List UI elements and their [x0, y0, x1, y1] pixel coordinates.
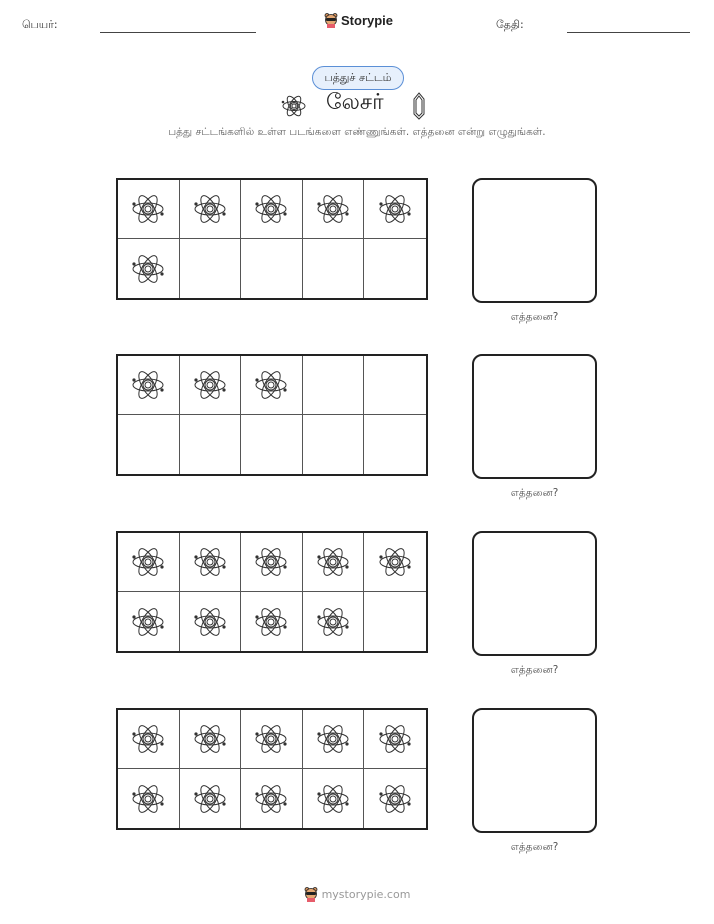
footer-url: mystorypie.com [321, 887, 411, 901]
atom-icon [252, 717, 290, 761]
atom-icon [376, 777, 414, 821]
answer-label: எத்தனை? [510, 311, 559, 323]
ten-frame-cell [118, 415, 180, 474]
ten-frame-cell [303, 592, 365, 651]
answer-box[interactable] [472, 708, 597, 833]
atom-icon [191, 540, 229, 584]
bear-mascot-icon [324, 12, 338, 28]
ten-frame [116, 708, 428, 830]
ten-frame-cell [180, 180, 242, 239]
atom-icon [314, 540, 352, 584]
answer-box[interactable] [472, 531, 597, 656]
ten-frame-cell [241, 180, 303, 239]
atom-icon [252, 777, 290, 821]
worksheet-type-badge: பத்துச் சட்டம் [312, 66, 404, 90]
ten-frame-cell [303, 356, 365, 415]
ten-frame-cell [180, 710, 242, 769]
ten-frame-cell [180, 356, 242, 415]
ten-frame-cell [118, 710, 180, 769]
answer-label: எத்தனை? [510, 841, 559, 853]
atom-icon [252, 540, 290, 584]
ten-frame-cell [303, 769, 365, 828]
brand-name: Storypie [341, 12, 394, 28]
date-label: தேதி: [496, 18, 524, 31]
atom-icon [280, 90, 308, 122]
name-line[interactable] [100, 32, 256, 33]
crystal-icon [411, 92, 427, 120]
ten-frame-cell [303, 415, 365, 474]
ten-frame-cell [364, 592, 426, 651]
ten-frame-cell [241, 239, 303, 298]
name-label: பெயர்: [22, 18, 58, 31]
atom-icon [191, 600, 229, 644]
atom-icon [129, 247, 167, 291]
ten-frame-cell [118, 533, 180, 592]
atom-icon [252, 363, 290, 407]
atom-icon [129, 600, 167, 644]
ten-frame-cell [118, 239, 180, 298]
atom-icon [191, 717, 229, 761]
atom-icon [129, 363, 167, 407]
ten-frame-cell [241, 592, 303, 651]
atom-icon [314, 717, 352, 761]
ten-frame-cell [118, 769, 180, 828]
ten-frame-cell [241, 356, 303, 415]
ten-frame-cell [303, 710, 365, 769]
atom-icon [129, 777, 167, 821]
atom-icon [252, 600, 290, 644]
ten-frame-cell [118, 592, 180, 651]
ten-frame-cell [241, 415, 303, 474]
atom-icon [314, 777, 352, 821]
atom-icon [129, 540, 167, 584]
bear-mascot-icon [304, 886, 318, 902]
ten-frame-cell [364, 415, 426, 474]
ten-frame [116, 178, 428, 300]
ten-frame-cell [241, 710, 303, 769]
ten-frame [116, 531, 428, 653]
ten-frame-cell [364, 180, 426, 239]
ten-frame-cell [180, 592, 242, 651]
ten-frame-cell [180, 533, 242, 592]
atom-icon [129, 717, 167, 761]
ten-frame-cell [303, 533, 365, 592]
instructions: பத்து சட்டங்களில் உள்ள படங்களை எண்ணுங்கள். எத்தனை என்று எழுதுங்கள். [168, 126, 546, 138]
atom-icon [252, 187, 290, 231]
ten-frame-cell [303, 239, 365, 298]
ten-frame-cell [118, 180, 180, 239]
answer-box[interactable] [472, 178, 597, 303]
atom-icon [376, 717, 414, 761]
brand-logo [324, 12, 393, 28]
ten-frame-cell [364, 239, 426, 298]
date-line[interactable] [567, 32, 690, 33]
atom-icon [191, 777, 229, 821]
ten-frame-cell [180, 769, 242, 828]
atom-icon [376, 187, 414, 231]
ten-frame-cell [364, 533, 426, 592]
worksheet-title: லேசர் [326, 90, 384, 115]
atom-icon [314, 187, 352, 231]
ten-frame-cell [364, 356, 426, 415]
ten-frame-cell [364, 710, 426, 769]
ten-frame-cell [241, 769, 303, 828]
atom-icon [191, 187, 229, 231]
ten-frame-cell [364, 769, 426, 828]
ten-frame-cell [118, 356, 180, 415]
ten-frame [116, 354, 428, 476]
answer-label: எத்தனை? [510, 487, 559, 499]
ten-frame-cell [303, 180, 365, 239]
answer-label: எத்தனை? [510, 664, 559, 676]
atom-icon [314, 600, 352, 644]
footer [0, 886, 714, 902]
atom-icon [129, 187, 167, 231]
ten-frame-cell [180, 239, 242, 298]
title-row [0, 88, 714, 122]
ten-frame-cell [241, 533, 303, 592]
answer-box[interactable] [472, 354, 597, 479]
atom-icon [191, 363, 229, 407]
ten-frame-cell [180, 415, 242, 474]
atom-icon [376, 540, 414, 584]
